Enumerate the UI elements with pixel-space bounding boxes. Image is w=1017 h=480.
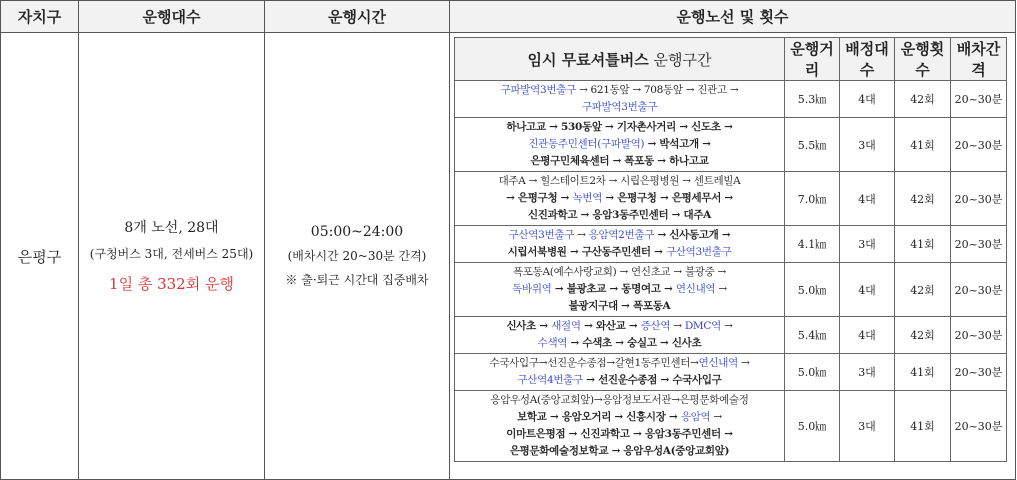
route-line bbox=[457, 136, 782, 153]
route-line bbox=[457, 173, 782, 190]
district-name: 은평구 bbox=[1, 33, 79, 480]
route-buses: 4대 bbox=[840, 317, 895, 354]
route-line bbox=[457, 119, 782, 136]
route-line bbox=[457, 99, 782, 116]
route-segment: → bbox=[715, 283, 727, 295]
station-name: 응암역2번출구 bbox=[588, 229, 655, 241]
district-row bbox=[1, 33, 1016, 480]
route-header-plain: 운행구간 bbox=[648, 50, 712, 69]
route-segment: 신사초 → bbox=[506, 320, 552, 332]
route-line bbox=[457, 264, 782, 281]
station-name: 응암역 bbox=[680, 411, 711, 423]
route-distance: 5.4㎞ bbox=[785, 317, 840, 354]
route-buses: 4대 bbox=[840, 81, 895, 118]
route-interval: 20~30분 bbox=[951, 317, 1007, 354]
route-distance: 5.5㎞ bbox=[785, 118, 840, 172]
routes-cell bbox=[450, 33, 1016, 480]
route-path bbox=[455, 391, 785, 462]
route-runs: 41회 bbox=[895, 118, 951, 172]
route-buses: 3대 bbox=[840, 354, 895, 391]
route-path bbox=[455, 317, 785, 354]
hours-interval: (배차시간 20~30분 간격) bbox=[287, 249, 427, 263]
route-line bbox=[457, 227, 782, 244]
route-line bbox=[457, 409, 782, 426]
hours-cell bbox=[265, 33, 450, 480]
route-line bbox=[457, 318, 782, 335]
route-path bbox=[455, 172, 785, 226]
route-buses: 4대 bbox=[840, 172, 895, 226]
route-line bbox=[457, 244, 782, 261]
route-path bbox=[455, 263, 785, 317]
route-segment: → 621동앞 → 708동앞 → 진관고 → bbox=[575, 84, 739, 96]
route-line bbox=[457, 207, 782, 224]
route-interval: 20~30분 bbox=[951, 172, 1007, 226]
route-interval: 20~30분 bbox=[951, 354, 1007, 391]
route-segment: 시립서북병원 → 구산동주민센터 → bbox=[507, 246, 666, 258]
route-row bbox=[455, 391, 1007, 462]
route-segment: → bbox=[670, 320, 685, 332]
station-name: 연신내역 bbox=[698, 357, 738, 369]
route-line bbox=[457, 153, 782, 170]
route-segment: → bbox=[720, 320, 733, 332]
route-segment: 이마트은평점 → 신진과학고 → 응암3동주민센터 → bbox=[506, 428, 733, 440]
buses-header: 배정대수 bbox=[840, 38, 895, 81]
route-line bbox=[457, 426, 782, 443]
runs-header: 운행횟수 bbox=[895, 38, 951, 81]
route-row bbox=[455, 354, 1007, 391]
header-hours: 운행시간 bbox=[265, 1, 450, 33]
station-name: 녹번역 bbox=[572, 192, 603, 204]
station-name: 진관동주민센터(구파발역) bbox=[528, 138, 645, 150]
route-segment: → 신사동고개 → bbox=[654, 229, 731, 241]
route-runs: 42회 bbox=[895, 263, 951, 317]
route-table bbox=[454, 37, 1007, 462]
route-segment: → 수색초 → 숭실고 → 신사초 bbox=[567, 337, 702, 349]
station-name: 독바위역 bbox=[512, 283, 552, 295]
route-runs: 42회 bbox=[895, 172, 951, 226]
route-buses: 3대 bbox=[840, 118, 895, 172]
station-name: 증산역 bbox=[640, 320, 671, 332]
route-segment: 불광지구대 → 폭포동A bbox=[568, 300, 671, 312]
route-segment: → 와산교 → bbox=[580, 320, 641, 332]
route-segment: 응암우성A(중앙교회앞)→응암정보도서관→은평문화예술정 bbox=[490, 394, 749, 406]
route-runs: 42회 bbox=[895, 81, 951, 118]
distance-header: 운행거리 bbox=[785, 38, 840, 81]
route-path bbox=[455, 81, 785, 118]
station-name: 구파발역3번출구 bbox=[581, 101, 658, 113]
station-name: 구산역4번출구 bbox=[517, 374, 583, 386]
route-segment: → 박석고개 → bbox=[644, 138, 711, 150]
route-segment: 은평문화예술정보학교 → 응암우성A(중앙교회앞) bbox=[509, 445, 730, 457]
route-segment: 수국사입구→선진운수종점→갈현1동주민센터→ bbox=[489, 357, 699, 369]
route-interval: 20~30분 bbox=[951, 391, 1007, 462]
route-segment: → 은평구청 → 은평세무서 → bbox=[602, 192, 733, 204]
vehicles-cell bbox=[79, 33, 265, 480]
route-distance: 4.1㎞ bbox=[785, 226, 840, 263]
station-name: 수색역 bbox=[537, 337, 568, 349]
route-line bbox=[457, 355, 782, 372]
route-row bbox=[455, 263, 1007, 317]
route-header bbox=[455, 38, 785, 81]
route-line bbox=[457, 392, 782, 409]
station-name: 새절역 bbox=[551, 320, 581, 332]
route-segment: 대주A → 힐스테이트2차 → 시립은평병원 → 센트레빌A bbox=[498, 175, 741, 187]
route-distance: 5.0㎞ bbox=[785, 354, 840, 391]
route-segment: → bbox=[574, 229, 589, 241]
route-segment: 폭포동A(예수사랑교회) → 연신초교 → 불광중 → bbox=[512, 266, 727, 278]
vehicles-total: 1일 총 332회 운행 bbox=[109, 275, 234, 293]
route-body bbox=[455, 81, 1007, 462]
route-interval: 20~30분 bbox=[951, 263, 1007, 317]
station-name: DMC역 bbox=[684, 320, 721, 332]
route-buses: 4대 bbox=[840, 263, 895, 317]
route-runs: 41회 bbox=[895, 354, 951, 391]
route-buses: 3대 bbox=[840, 391, 895, 462]
route-runs: 42회 bbox=[895, 317, 951, 354]
header-vehicles: 운행대수 bbox=[79, 1, 265, 33]
route-segment: 보학교 → 응암오거리 → 신흥시장 → bbox=[517, 411, 681, 423]
route-row bbox=[455, 172, 1007, 226]
route-segment: → bbox=[710, 411, 722, 423]
hours-main: 05:00~24:00 bbox=[310, 224, 404, 240]
route-interval: 20~30분 bbox=[951, 118, 1007, 172]
route-interval: 20~30분 bbox=[951, 81, 1007, 118]
route-segment: → 불광초교 → 동명여고 → bbox=[551, 283, 676, 295]
route-distance: 7.0㎞ bbox=[785, 172, 840, 226]
route-line bbox=[457, 372, 782, 389]
route-distance: 5.3㎞ bbox=[785, 81, 840, 118]
route-line bbox=[457, 443, 782, 460]
header-district: 자치구 bbox=[1, 1, 79, 33]
route-row bbox=[455, 317, 1007, 354]
hours-note: ※ 출·퇴근 시간대 집중배차 bbox=[285, 273, 429, 287]
route-distance: 5.0㎞ bbox=[785, 391, 840, 462]
route-row bbox=[455, 81, 1007, 118]
route-segment: → bbox=[737, 357, 750, 369]
route-interval: 20~30분 bbox=[951, 226, 1007, 263]
route-segment: → 은평구청 → bbox=[506, 192, 573, 204]
route-header-row bbox=[455, 38, 1007, 81]
route-row bbox=[455, 118, 1007, 172]
route-segment: → 선진운수종점 → 수국사입구 bbox=[582, 374, 722, 386]
route-line bbox=[457, 335, 782, 352]
route-segment: 신진과학고 → 응암3동주민센터 → 대주A bbox=[527, 209, 712, 221]
route-distance: 5.0㎞ bbox=[785, 263, 840, 317]
route-path bbox=[455, 118, 785, 172]
station-name: 연신내역 bbox=[675, 283, 716, 295]
route-row bbox=[455, 226, 1007, 263]
route-segment: 하나고교 → 530동앞 → 기자촌사거리 → 신도초 → bbox=[506, 121, 733, 133]
interval-header: 배차간격 bbox=[951, 38, 1007, 81]
route-runs: 41회 bbox=[895, 226, 951, 263]
route-line bbox=[457, 281, 782, 298]
vehicles-main: 8개 노선, 28대 bbox=[124, 220, 219, 236]
route-runs: 41회 bbox=[895, 391, 951, 462]
station-name: 구산역3번출구 bbox=[665, 246, 732, 258]
route-segment: 은평구민체육센터 → 폭포동 → 하나고교 bbox=[530, 155, 709, 167]
station-name: 구산역3번출구 bbox=[508, 229, 575, 241]
route-path bbox=[455, 354, 785, 391]
header-row bbox=[1, 1, 1016, 33]
route-header-bold: 임시 무료셔틀버스 bbox=[527, 50, 649, 69]
station-name: 구파발역3번출구 bbox=[500, 84, 576, 96]
route-line bbox=[457, 82, 782, 99]
route-line bbox=[457, 190, 782, 207]
route-path bbox=[455, 226, 785, 263]
route-line bbox=[457, 298, 782, 315]
vehicles-sub: (구청버스 3대, 전세버스 25대) bbox=[89, 247, 254, 261]
route-buses: 3대 bbox=[840, 226, 895, 263]
header-routes: 운행노선 및 횟수 bbox=[450, 1, 1016, 33]
